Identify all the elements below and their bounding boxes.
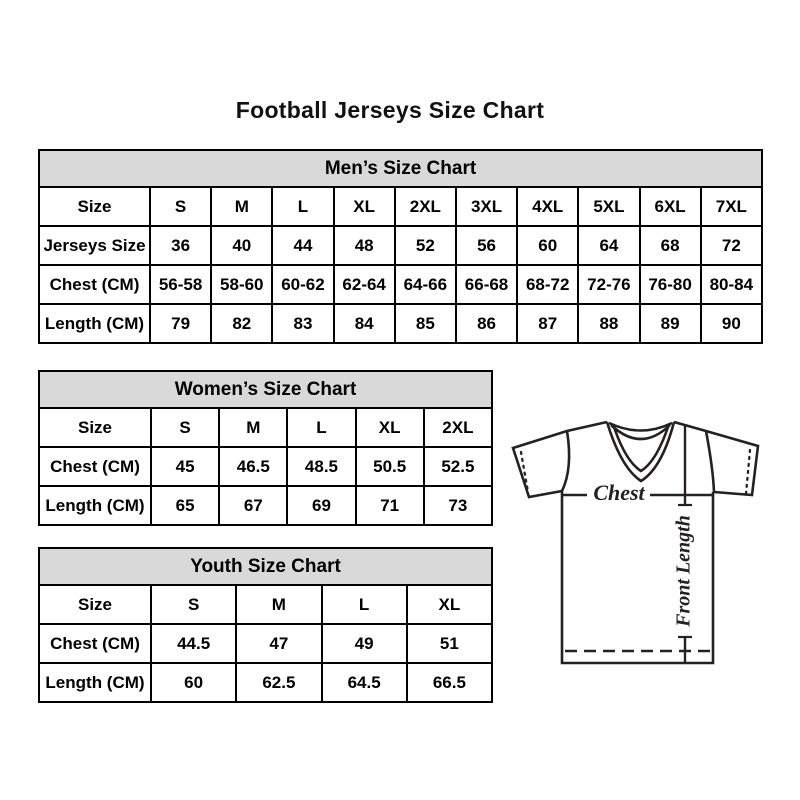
value-cell: 47 (236, 624, 321, 663)
youth-size-table (38, 547, 493, 703)
mens-table-caption: Men’s Size Chart (39, 150, 762, 187)
value-cell: 83 (272, 304, 333, 343)
jersey-right-armhole (706, 431, 714, 492)
value-cell: 80-84 (701, 265, 762, 304)
row-label-cell: Length (CM) (39, 304, 150, 343)
value-cell: 48 (334, 226, 395, 265)
size-column-header: XL (407, 585, 492, 624)
value-cell: 64.5 (322, 663, 407, 702)
value-cell: 52.5 (424, 447, 492, 486)
value-cell: 36 (150, 226, 211, 265)
jersey-left-armhole (562, 431, 569, 491)
size-column-header: 7XL (701, 187, 762, 226)
youth-caption-row (39, 548, 492, 585)
value-cell: 46.5 (219, 447, 287, 486)
size-column-header: 2XL (424, 408, 492, 447)
value-cell: 50.5 (356, 447, 424, 486)
row-label-header: Size (39, 408, 151, 447)
value-cell: 72 (701, 226, 762, 265)
jersey-right-cuff-seam (746, 450, 750, 494)
womens-caption-row (39, 371, 492, 408)
youth-header-row (39, 585, 492, 624)
row-label-cell: Length (CM) (39, 663, 151, 702)
value-cell: 56 (456, 226, 517, 265)
mens-caption-row (39, 150, 762, 187)
value-cell: 44.5 (151, 624, 236, 663)
value-cell: 89 (640, 304, 701, 343)
value-cell: 64-66 (395, 265, 456, 304)
value-cell: 44 (272, 226, 333, 265)
row-label-cell: Chest (CM) (39, 265, 150, 304)
value-cell: 68 (640, 226, 701, 265)
value-cell: 84 (334, 304, 395, 343)
womens-table-row (39, 486, 492, 525)
value-cell: 66.5 (407, 663, 492, 702)
value-cell: 65 (151, 486, 219, 525)
womens-header-row (39, 408, 492, 447)
size-column-header: S (151, 585, 236, 624)
size-column-header: M (236, 585, 321, 624)
value-cell: 62.5 (236, 663, 321, 702)
size-column-header: S (151, 408, 219, 447)
mens-table-row (39, 265, 762, 304)
jersey-measurement-diagram (503, 408, 769, 674)
size-column-header: 4XL (517, 187, 578, 226)
value-cell: 40 (211, 226, 272, 265)
row-label-cell: Length (CM) (39, 486, 151, 525)
value-cell: 82 (211, 304, 272, 343)
size-column-header: M (219, 408, 287, 447)
value-cell: 64 (578, 226, 639, 265)
value-cell: 68-72 (517, 265, 578, 304)
value-cell: 60-62 (272, 265, 333, 304)
value-cell: 51 (407, 624, 492, 663)
value-cell: 48.5 (287, 447, 355, 486)
size-column-header: L (322, 585, 407, 624)
value-cell: 58-60 (211, 265, 272, 304)
page-title: Football Jerseys Size Chart (235, 97, 545, 123)
mens-table-row (39, 226, 762, 265)
womens-table-caption: Women’s Size Chart (39, 371, 492, 408)
value-cell: 76-80 (640, 265, 701, 304)
youth-table-caption: Youth Size Chart (39, 548, 492, 585)
row-label-header: Size (39, 187, 150, 226)
value-cell: 90 (701, 304, 762, 343)
jersey-collar-arc-1 (609, 423, 672, 431)
size-column-header: 6XL (640, 187, 701, 226)
size-column-header: 2XL (395, 187, 456, 226)
value-cell: 85 (395, 304, 456, 343)
front-length-label: Front Length (672, 515, 695, 627)
mens-header-row (39, 187, 762, 226)
value-cell: 66-68 (456, 265, 517, 304)
mens-table-row (39, 304, 762, 343)
row-label-cell: Jerseys Size (39, 226, 150, 265)
youth-table-row (39, 663, 492, 702)
value-cell: 56-58 (150, 265, 211, 304)
youth-table-row (39, 624, 492, 663)
value-cell: 52 (395, 226, 456, 265)
value-cell: 87 (517, 304, 578, 343)
womens-table-row (39, 447, 492, 486)
womens-size-table (38, 370, 493, 526)
size-column-header: XL (334, 187, 395, 226)
mens-size-table (38, 149, 763, 344)
size-column-header: 3XL (456, 187, 517, 226)
row-label-cell: Chest (CM) (39, 624, 151, 663)
chest-label: Chest (593, 480, 645, 506)
jersey-right-sleeve (674, 422, 758, 495)
value-cell: 71 (356, 486, 424, 525)
row-label-header: Size (39, 585, 151, 624)
size-column-header: L (287, 408, 355, 447)
value-cell: 67 (219, 486, 287, 525)
value-cell: 69 (287, 486, 355, 525)
size-column-header: S (150, 187, 211, 226)
size-column-header: XL (356, 408, 424, 447)
value-cell: 72-76 (578, 265, 639, 304)
value-cell: 62-64 (334, 265, 395, 304)
value-cell: 60 (151, 663, 236, 702)
value-cell: 79 (150, 304, 211, 343)
value-cell: 45 (151, 447, 219, 486)
value-cell: 86 (456, 304, 517, 343)
value-cell: 49 (322, 624, 407, 663)
value-cell: 88 (578, 304, 639, 343)
size-column-header: 5XL (578, 187, 639, 226)
value-cell: 73 (424, 486, 492, 525)
row-label-cell: Chest (CM) (39, 447, 151, 486)
value-cell: 60 (517, 226, 578, 265)
size-column-header: M (211, 187, 272, 226)
size-column-header: L (272, 187, 333, 226)
